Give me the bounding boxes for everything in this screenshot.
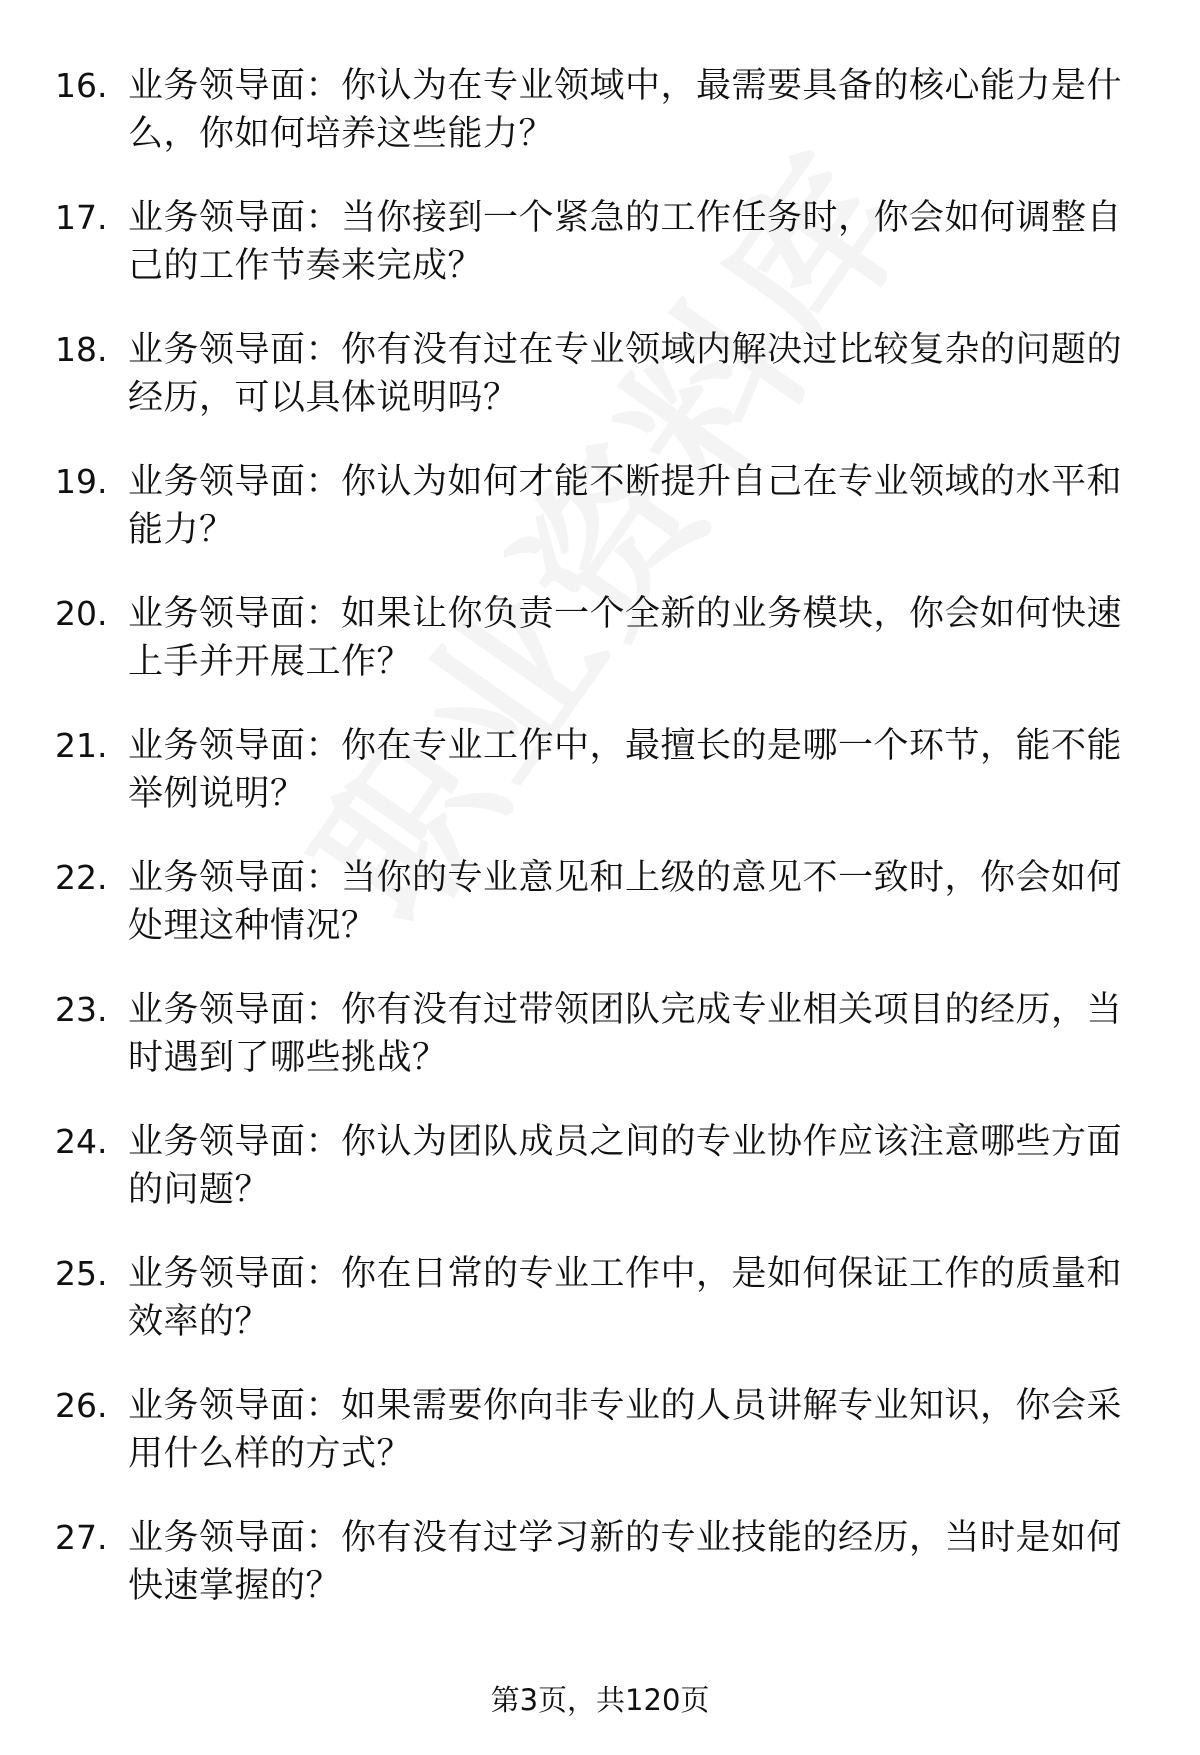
list-item: [0, 854, 1200, 986]
question-text: 业务领导面：你在日常的专业工作中，是如何保证工作的质量和效率的？: [128, 1254, 1123, 1342]
list-item: [0, 458, 1200, 590]
question-text: 业务领导面：你有没有过带领团队完成专业相关项目的经历，当时遇到了哪些挑战？: [128, 990, 1123, 1078]
question-number: 23.: [55, 990, 108, 1029]
list-item: [0, 326, 1200, 458]
question-number: 16.: [55, 66, 108, 105]
question-number: 26.: [55, 1386, 108, 1425]
list-item: [0, 1514, 1200, 1646]
question-number: 20.: [55, 594, 108, 633]
list-item: [0, 722, 1200, 854]
question-text: 业务领导面：如果需要你向非专业的人员讲解专业知识，你会采用什么样的方式？: [128, 1386, 1123, 1474]
question-number: 25.: [55, 1254, 108, 1293]
question-text: 业务领导面：当你的专业意见和上级的意见不一致时，你会如何处理这种情况？: [128, 858, 1123, 946]
list-item: [0, 1250, 1200, 1382]
question-text: 业务领导面：当你接到一个紧急的工作任务时，你会如何调整自己的工作节奏来完成？: [128, 198, 1123, 286]
question-text: 业务领导面：你认为团队成员之间的专业协作应该注意哪些方面的问题？: [128, 1122, 1123, 1210]
list-item: [0, 1382, 1200, 1514]
question-number: 22.: [55, 858, 108, 897]
list-item: [0, 1118, 1200, 1250]
question-number: 27.: [55, 1518, 108, 1557]
question-number: 17.: [55, 198, 108, 237]
question-text: 业务领导面：如果让你负责一个全新的业务模块，你会如何快速上手并开展工作？: [128, 594, 1123, 682]
question-number: 24.: [55, 1122, 108, 1161]
question-number: 18.: [55, 330, 108, 369]
question-number: 19.: [55, 462, 108, 501]
question-text: 业务领导面：你有没有过学习新的专业技能的经历，当时是如何快速掌握的？: [128, 1518, 1123, 1606]
question-text: 业务领导面：你认为在专业领域中，最需要具备的核心能力是什么，你如何培养这些能力？: [128, 66, 1123, 154]
list-item: [0, 194, 1200, 326]
list-item: [0, 590, 1200, 722]
list-item: [0, 62, 1200, 194]
page-number-label: 第3页，共120页: [490, 1683, 710, 1717]
question-text: 业务领导面：你认为如何才能不断提升自己在专业领域的水平和能力？: [128, 462, 1123, 550]
page-footer: [0, 1680, 1200, 1720]
list-item: [0, 986, 1200, 1118]
question-text: 业务领导面：你在专业工作中，最擅长的是哪一个环节，能不能举例说明？: [128, 726, 1123, 814]
question-text: 业务领导面：你有没有过在专业领域内解决过比较复杂的问题的经历，可以具体说明吗？: [128, 330, 1123, 418]
question-number: 21.: [55, 726, 108, 765]
question-list: [0, 62, 1200, 1646]
